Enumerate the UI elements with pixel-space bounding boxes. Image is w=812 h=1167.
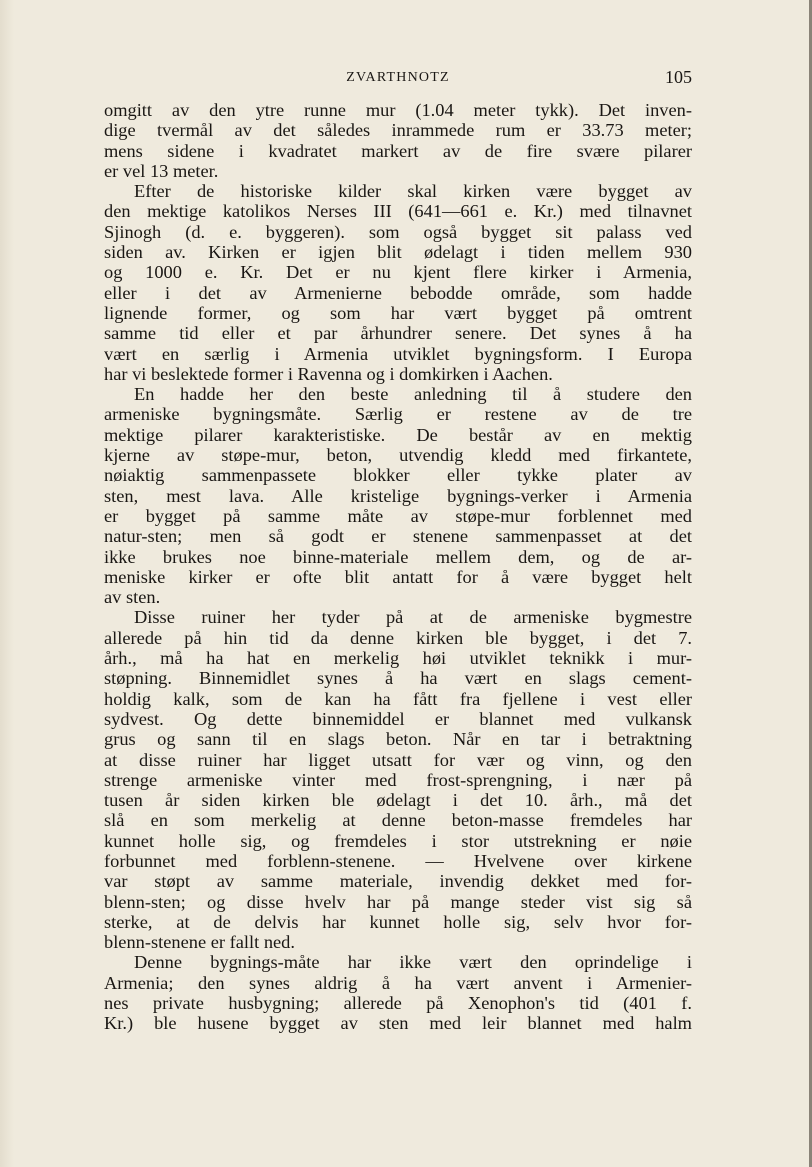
text-line: og 1000 e. Kr. Det er nu kjent flere kirker i Armenia,: [104, 262, 692, 283]
text-line: En hadde her den beste anledning til å studere den: [134, 384, 692, 405]
text-line: av sten.: [104, 587, 161, 608]
text-line: kunnet holle sig, og fremdeles i stor utstrekning er nøie: [104, 830, 692, 851]
text-line: samme tid eller et par århundrer senere. Det synes å ha: [104, 323, 692, 344]
text-line: eller i det av Armenierne bebodde område, som hadde: [104, 282, 692, 303]
text-line: nes private husbygning; allerede på Xenophon's tid (401 f.: [104, 993, 692, 1014]
text-line: armeniske bygningsmåte. Særlig er restene av de tre: [104, 404, 692, 425]
text-line: strenge armeniske vinter med frost-sprengning, i nær på: [104, 769, 692, 790]
text-line: har vi beslektede former i Ravenna og i domkirken i Aachen.: [104, 363, 553, 384]
text-line: holdig kalk, som de kan ha fått fra fjellene i vest eller: [104, 688, 692, 709]
text-line: Armenia; den synes aldrig å ha vært anvent i Armenier-: [104, 972, 692, 993]
text-line: nøiaktig sammenpassete blokker eller tykke plater av: [104, 465, 692, 486]
text-line: vært en særlig i Armenia utviklet bygningsform. I Europa: [104, 343, 692, 364]
text-line: den mektige katolikos Nerses III (641—661 e. Kr.) med tilnavnet: [104, 201, 692, 222]
text-line: forbunnet med forblenn-stenene. — Hvelvene over kirkene: [104, 850, 692, 871]
text-line: natur-sten; men så godt er stenene sammenpasset at det: [104, 526, 692, 547]
text-line: allerede på hin tid da denne kirken ble bygget, i det 7.: [104, 627, 692, 648]
text-line: lignende former, og som har vært bygget på omtrent: [104, 302, 692, 323]
text-line: tusen år siden kirken ble ødelagt i det 10. årh., må det: [104, 790, 692, 811]
text-line: grus og sann til en slags beton. Når en tar i betraktning: [104, 729, 692, 750]
text-line: Efter de historiske kilder skal kirken være bygget av: [134, 181, 692, 202]
text-line: årh., må ha hat en merkelig høi utviklet teknikk i mur-: [104, 648, 692, 669]
text-line: mens sidene i kvadratet markert av de fire svære pilarer: [104, 140, 692, 161]
text-line: ikke brukes noe binne-materiale mellem dem, og de ar-: [104, 546, 692, 567]
page-number: 105: [665, 67, 692, 87]
page-gutter-shadow: [0, 0, 14, 1167]
text-line: mektige pilarer karakteristiske. De består av en mektig: [104, 424, 692, 445]
text-line: sydvest. Og dette binnemiddel er blannet med vulkansk: [104, 708, 692, 729]
text-line: er bygget på samme måte av støpe-mur forblennet med: [104, 505, 692, 526]
text-line: blenn-stenene er fallt ned.: [104, 932, 295, 953]
text-line: omgitt av den ytre runne mur (1.04 meter tykk). Det inven-: [104, 100, 692, 120]
text-line: var støpt av samme materiale, invendig dekket med for-: [104, 871, 692, 892]
body-text: [104, 100, 692, 1034]
text-line: kjerne av støpe-mur, beton, utvendig kledd med firkantete,: [104, 445, 692, 466]
running-head: ZVARTHNOTZ: [346, 70, 450, 85]
text-line: støpning. Binnemidlet synes å ha vært en slags cement-: [104, 668, 692, 689]
text-line: dige tvermål av det således inrammede rum er 33.73 meter;: [104, 120, 692, 141]
text-line: Denne bygnings-måte har ikke vært den oprindelige i: [134, 952, 692, 973]
text-line: meniske kirker er ofte blit antatt for å være bygget helt: [104, 566, 692, 587]
text-line: Sjinogh (d. e. byggeren). som også bygget sit palass ved: [104, 221, 692, 242]
text-line: at disse ruiner har ligget utsatt for vær og vinn, og den: [104, 749, 692, 770]
text-line: Disse ruiner her tyder på at de armeniske bygmestre: [134, 607, 692, 628]
text-line: blenn-sten; og disse hvelv har på mange steder vist sig så: [104, 891, 692, 912]
text-line: sterke, at de delvis har kunnet holle sig, selv hvor for-: [104, 911, 692, 932]
text-line: er vel 13 meter.: [104, 160, 219, 181]
text-line: siden av. Kirken er igjen blit ødelagt i tiden mellem 930: [104, 242, 692, 263]
page-header: [104, 66, 692, 92]
text-line: Kr.) ble husene bygget av sten med leir blannet med halm: [104, 1013, 692, 1034]
text-line: slå en som merkelig at denne beton-masse fremdeles har: [104, 810, 692, 831]
text-line: sten, mest lava. Alle kristelige bygnings-verker i Armenia: [104, 485, 692, 506]
